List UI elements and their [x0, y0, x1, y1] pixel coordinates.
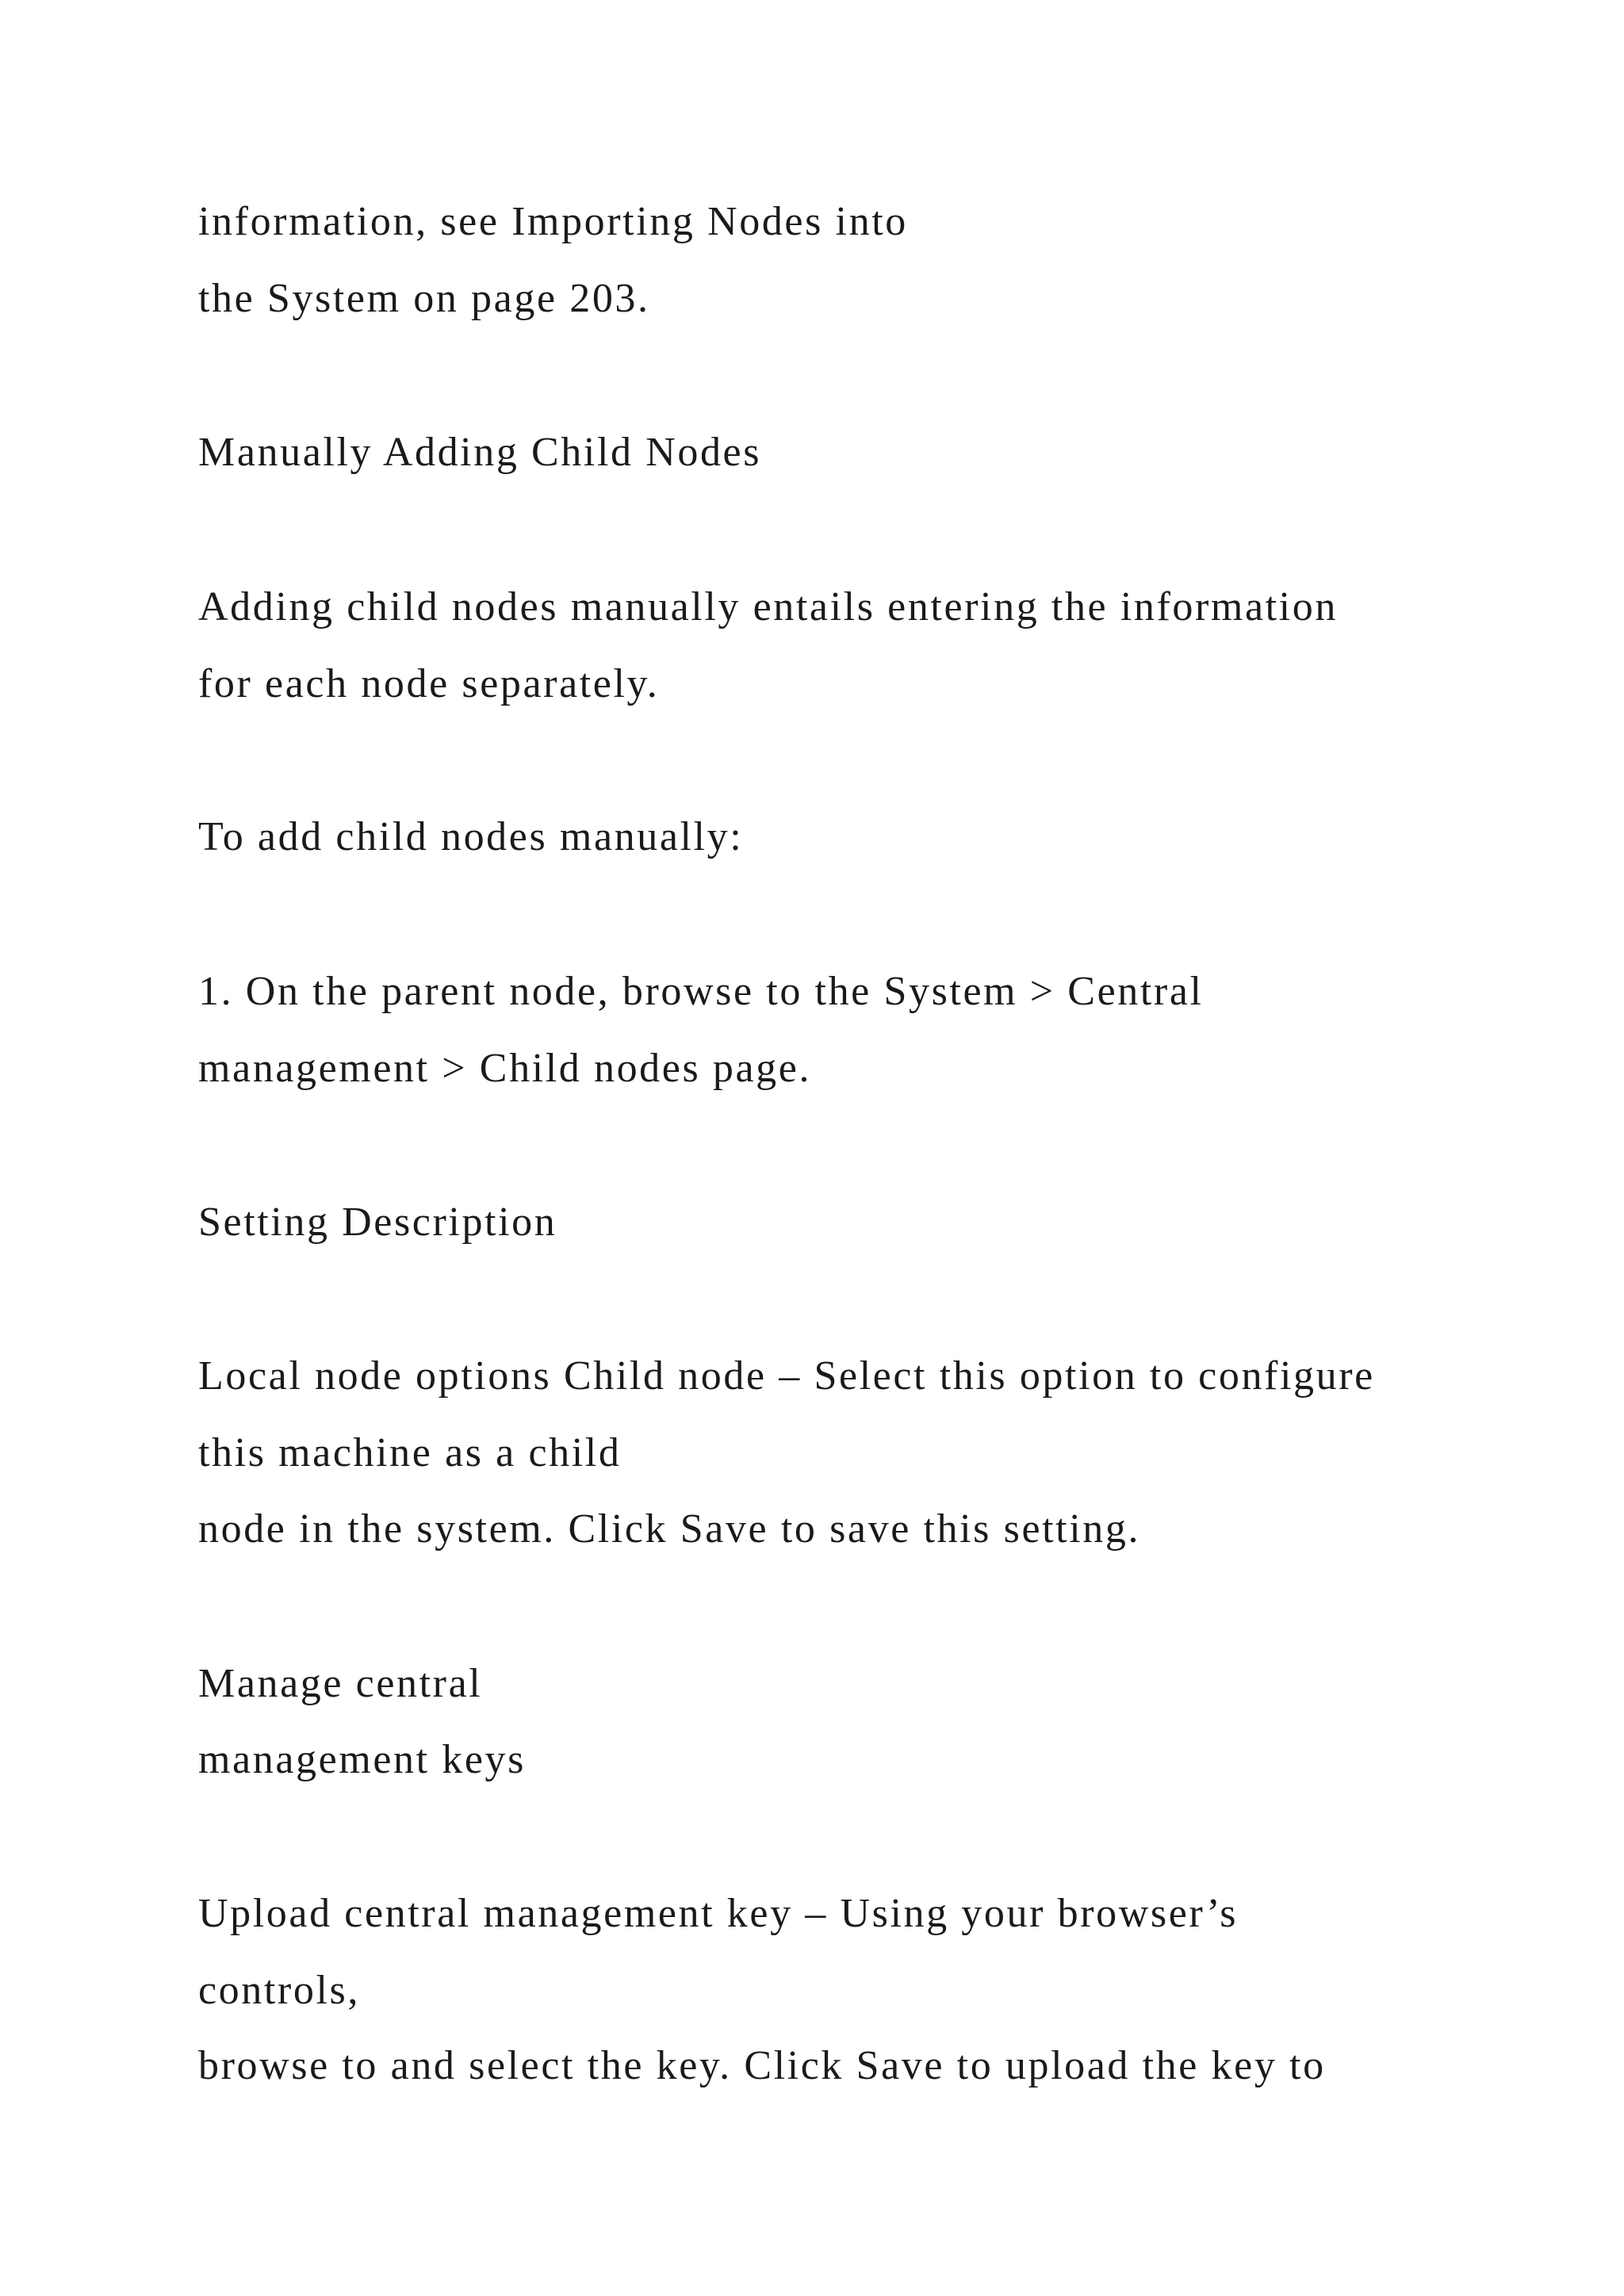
text-line: browse to and select the key. Click Save to upload the key to	[198, 2043, 1326, 2088]
text-line: for each node separately.	[198, 661, 660, 706]
step-item: 1. On the parent node, browse to the System > Central	[198, 969, 1204, 1014]
text-line: controls,	[198, 1968, 360, 2013]
text-line: the System on page 203.	[198, 276, 650, 321]
section-heading: Manually Adding Child Nodes	[198, 430, 762, 475]
table-header: Setting Description	[198, 1200, 557, 1245]
text-line: To add child nodes manually:	[198, 814, 744, 859]
text-line: this machine as a child	[198, 1430, 622, 1475]
text-line: information, see Importing Nodes into	[198, 199, 908, 244]
text-line: node in the system. Click Save to save this setting.	[198, 1506, 1141, 1552]
text-line: management keys	[198, 1737, 526, 1782]
text-line: management > Child nodes page.	[198, 1046, 812, 1091]
text-line: Upload central management key – Using your browser’s	[198, 1891, 1239, 1936]
text-line: Manage central	[198, 1661, 483, 1706]
text-line: Adding child nodes manually entails entering the information	[198, 584, 1338, 629]
document-page	[198, 0, 1546, 2296]
text-line: Local node options Child node – Select this option to configure	[198, 1353, 1375, 1399]
